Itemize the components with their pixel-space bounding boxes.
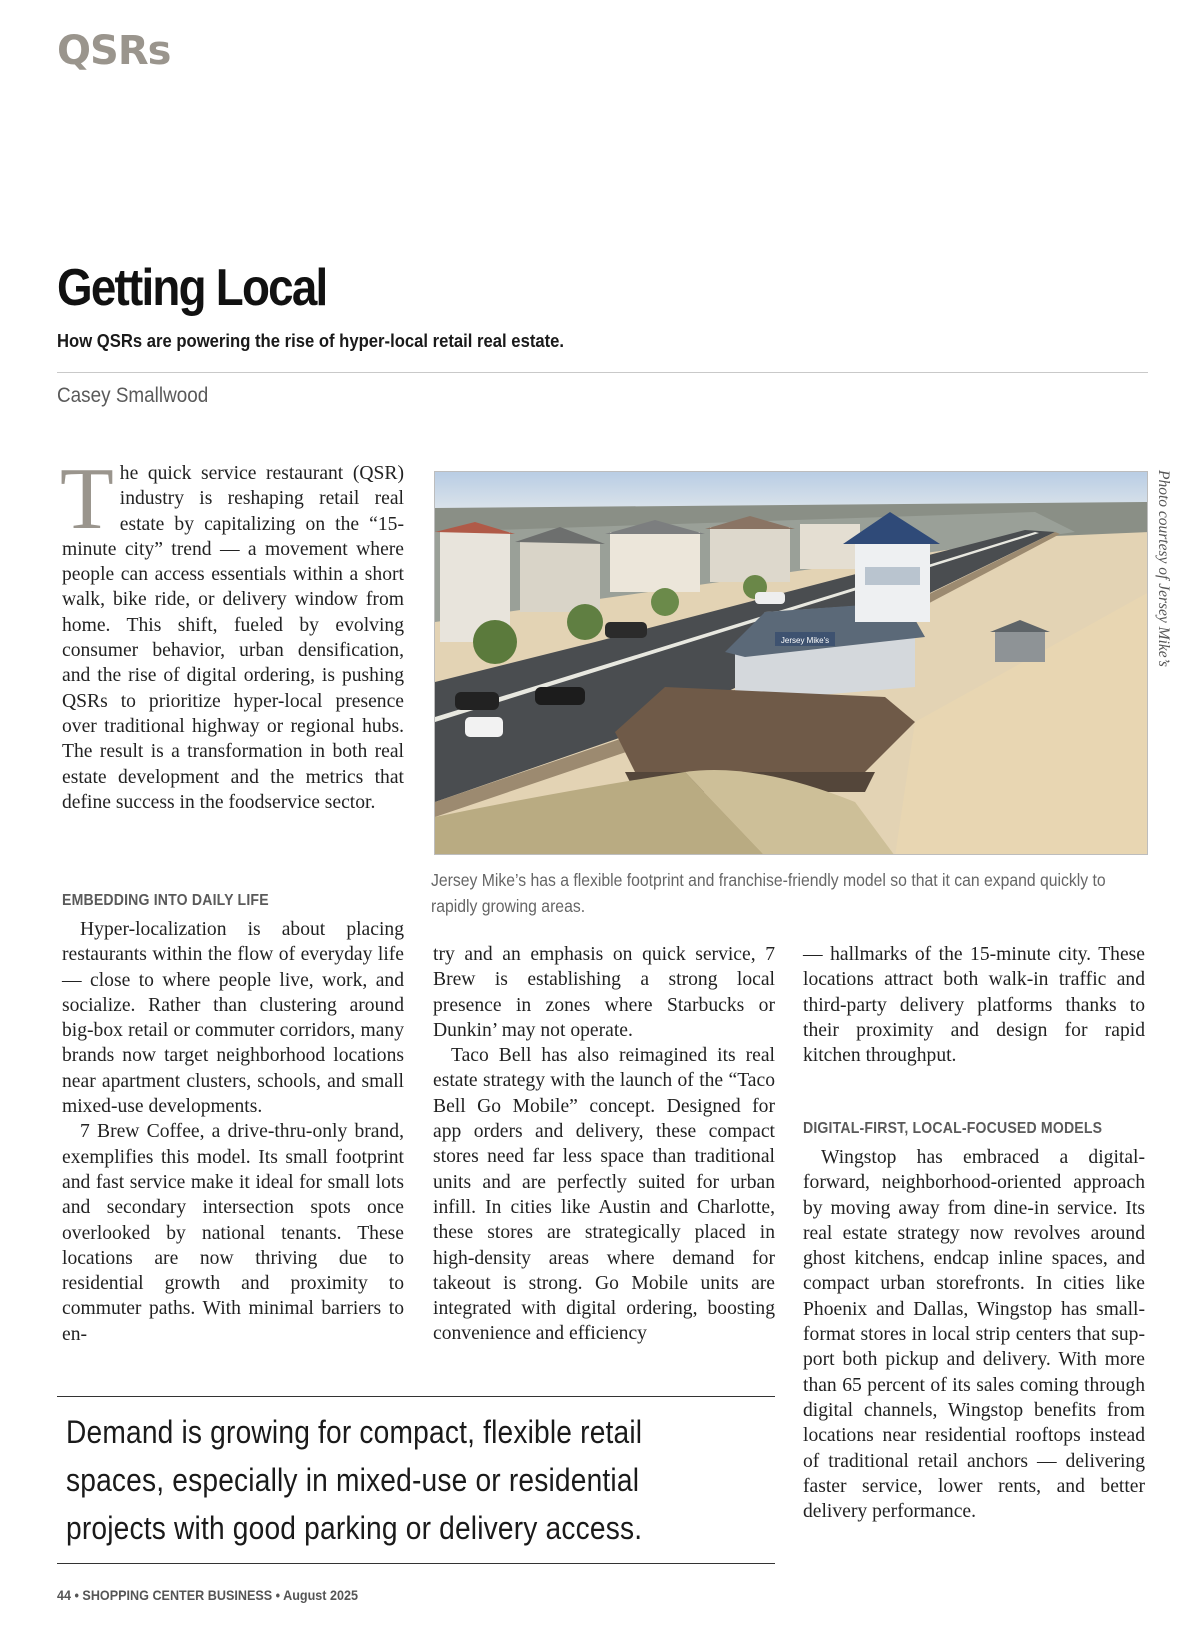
article-deck: How QSRs are powering the rise of hyper-local retail real estate. [57,330,565,351]
pullquote-line-2: spaces, especially in mixed-use or residential [66,1462,640,1498]
subhead-embedding: EMBEDDING INTO DAILY LIFE [62,892,269,909]
paragraph-7-brew: 7 Brew Coffee, a drive-thru-only brand, exemplifies this model. Its small footprint and fast service make it ideal for small lots and secondary intersection spots once overlooked by national tenants. These locations are now thriving due to residential growth and proximity to commuter paths. With minimal barriers to en- [62,1121,404,1345]
paragraph-7-brew-continued: try and an emphasis on quick service, 7 Brew is establishing a strong local presence in zones where Starbucks or Dunkin’ may not operate. [433,944,775,1041]
author-byline: Casey Smallwood [57,384,209,407]
paragraph-hyper-localization: Hyper-localization is about placing restaurants within the flow of everyday life — close to where people live, work, and socialize. Rather than clustering around big-box retail or commuter corridors, many brands now target neighborhood locations near apartment clusters, schools, and small mixed-use developments. [62,919,404,1118]
paragraph-taco-bell: Taco Bell has also reimagined its real estate strategy with the launch of the “Taco Bell Go Mobile” concept. Designed for app orders and delivery, these compact stores need far less space than traditional units and are perfectly suited for urban infill. In cities like Austin and Charlotte, these stores are strategically placed in high-density areas where demand for takeout is strong. Go Mobile units are integrated with digital ordering, boosting convenience and efficiency [433,1045,775,1345]
photo-credit: Photo courtesy of Jersey Mike’s [1155,470,1172,667]
pullquote-rule-top [57,1396,775,1397]
caption-line-1: Jersey Mike’s has a flexible footprint and franchise-friendly model so that it can expand quickly to [431,870,1106,890]
column-2-body [433,942,775,1347]
storefront-sign: Jersey Mike's [780,636,830,645]
intro-text: he quick service restaurant (QSR) industry is reshaping retail real estate by capitalizing on the “15-minute city” trend — a movement where people can access essentials within a short walk, bike ride, or delivery window from home. This shift, fueled by evolving consumer behavior, urban densification, and the rise of digital ordering, is pushing QSRs to prioritize hyper-local presence over traditional highway or regional hubs. The result is a transformation in both real estate development and the metrics that define success in the foodservice sector. [62,463,404,813]
article-headline: Getting Local [57,259,327,317]
pullquote-line-3: projects with good parking or delivery access. [66,1510,643,1546]
paragraph-taco-bell-continued: — hallmarks of the 15-minute city. These locations attract both walk-in traffic and third-party delivery platforms thanks to their proximity and design for rapid kitchen throughput. [803,944,1145,1067]
paragraph-wingstop: Wingstop has embraced a digital-forward, neighborhood-oriented approach by moving away from dine-in service. Its real estate strategy now revolves around ghost kitchens, endcap inline spaces, and compact urban storefronts. In cities like Phoenix and Dallas, Wingstop has small-format stores in local strip centers that support both pickup and delivery. With more than 65 percent of its sales coming through digital channels, Wingstop benefits from locations near residential rooftops instead of traditional retail anchors — delivering faster service, lower rents, and better delivery performance. [803,1147,1145,1523]
pullquote-line-1: Demand is growing for compact, flexible retail [66,1414,643,1450]
column-3-body [803,1145,1145,1524]
subhead-digital-first: DIGITAL-FIRST, LOCAL-FOCUSED MODELS [803,1120,1103,1137]
beach-aerial-illustration [435,472,1148,855]
column-3-top [803,942,1145,1068]
header-divider [57,372,1148,373]
caption-line-2: rapidly growing areas. [431,896,586,916]
section-label: QSRs [57,28,171,74]
pullquote-rule-bottom [57,1563,775,1564]
intro-paragraph [60,451,404,815]
page-footer: 44 • SHOPPING CENTER BUSINESS • August 2025 [57,1587,359,1603]
pullquote [66,1408,752,1552]
photo-caption [431,867,1106,919]
column-1-body [62,917,404,1347]
jersey-mikes-photo [434,471,1148,855]
drop-cap: T [60,451,114,548]
